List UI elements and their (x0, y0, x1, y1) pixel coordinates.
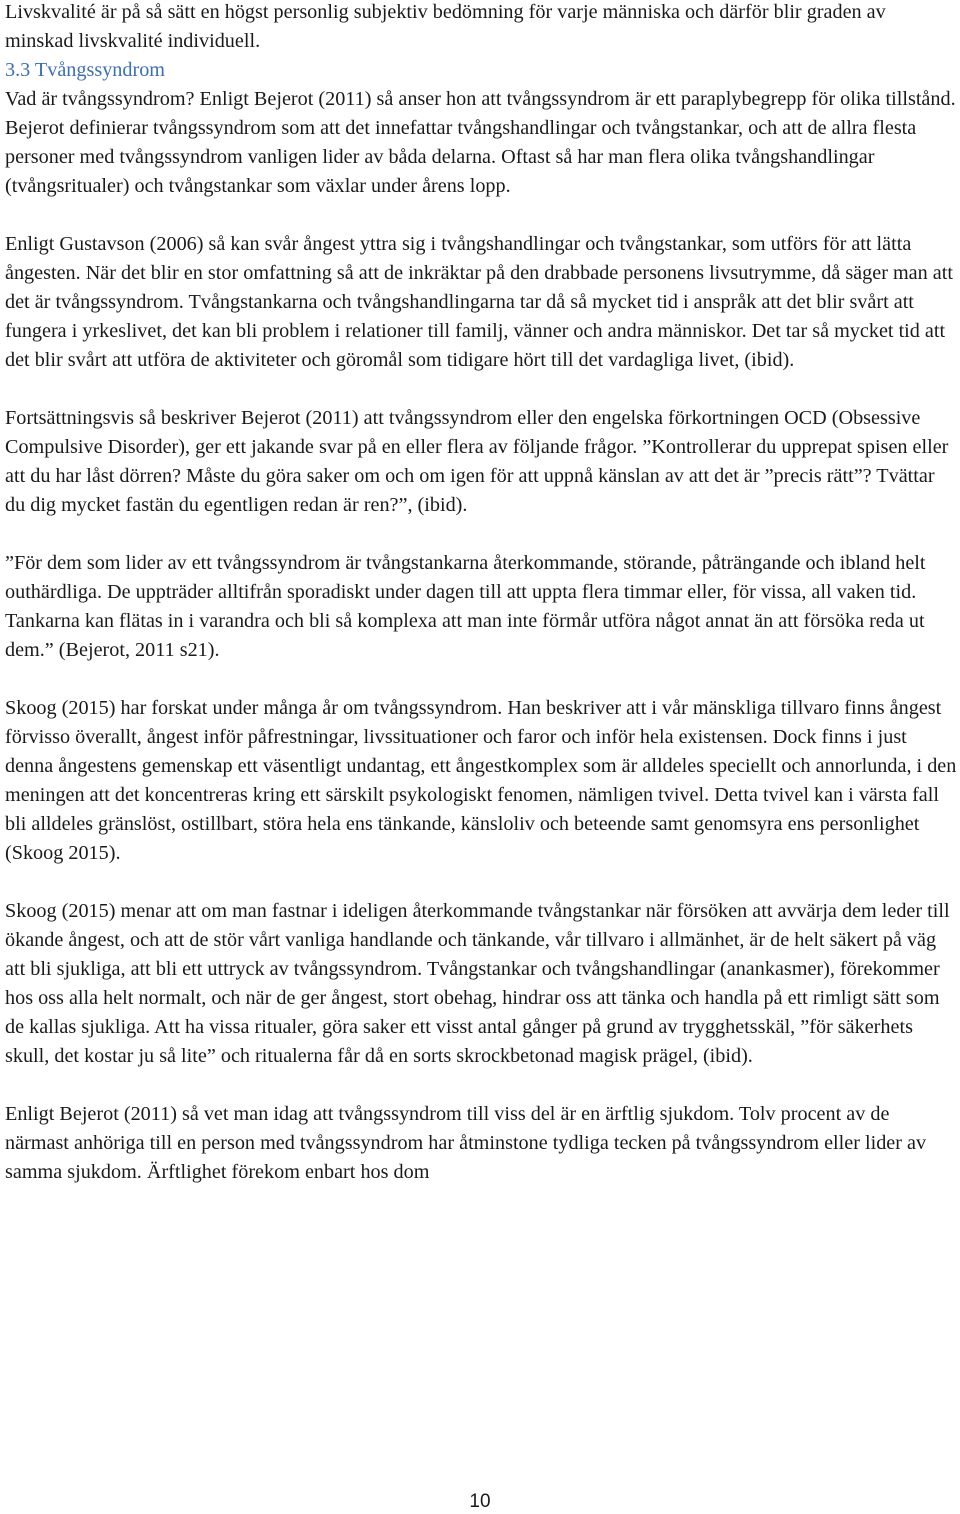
paragraph-6: Skoog (2015) menar att om man fastnar i ideligen återkommande tvångstankar när försöken att avvärja dem leder till ökande ångest, och att de stör vårt vanliga handlande och tänkande, vår tillvaro i allmänhet, är de helt säkert på väg att bli sjukliga, att bli ett uttryck av tvångssyndrom. Tvångstankar och tvångshandlingar (anankasmer), förekommer hos oss alla helt normalt, och när de ger ångest, stort obehag, hindrar oss att tänka och handla på ett rimligt sätt som de kallas sjukliga. Att ha vissa ritualer, göra saker ett visst antal gånger på grund av trygghetsskäl, ”för säkerhets skull, det kostar ju så lite” och ritualerna får då en sorts skrockbetonad magisk prägel, (ibid). (5, 900, 950, 1067)
quote-paragraph: ”För dem som lider av ett tvångssyndrom är tvångstankarna återkommande, störande, påträngande och ibland helt outhärdliga. De uppträder alltifrån sporadiskt under dagen till att uppta flera timmar eller, för vissa, all vaken tid. Tankarna kan flätas in i varandra och bli så komplexa att man inte förmår utföra något annat än att försöka reda ut dem.” (Bejerot, 2011 s21). (5, 552, 926, 661)
paragraph-1: Vad är tvångssyndrom? Enligt Bejerot (2011) så anser hon att tvångssyndrom är ett paraplybegrepp för olika tillstånd. Bejerot definierar tvångssyndrom som att det innefattar tvångshandlingar och tvångstankar, och att de allra flesta personer med tvångssyndrom vanligen lider av båda delarna. Oftast så har man flera olika tvångshandlingar (tvångsritualer) och tvångstankar som växlar under årens lopp. (5, 88, 956, 197)
section-heading: 3.3 Tvångssyndrom (5, 59, 166, 81)
intro-paragraph: Livskvalité är på så sätt en högst personlig subjektiv bedömning för varje människa och därför blir graden av minskad livskvalité individuell. (5, 1, 886, 52)
paragraph-2: Enligt Gustavson (2006) så kan svår ångest yttra sig i tvångshandlingar och tvångstankar, som utförs för att lätta ångesten. När det blir en stor omfattning så att de inkräktar på den drabbade personens livsutrymme, då säger man att det är tvångssyndrom. Tvångstankarna och tvångshandlingarna tar då så mycket tid i anspråk att det blir svårt att fungera i yrkeslivet, det kan bli problem i relationer till familj, vänner och andra människor. Det tar så mycket tid att det blir svårt att utföra de aktiviteter och göromål som tidigare hört till det vardagliga livet, (ibid). (5, 233, 953, 371)
document-page (5, 0, 957, 1187)
paragraph-3: Fortsättningsvis så beskriver Bejerot (2011) att tvångssyndrom eller den engelska förkortningen OCD (Obsessive Compulsive Disorder), ger ett jakande svar på en eller flera av följande frågor. ”Kontrollerar du upprepat spisen eller att du har låst dörren? Måste du göra saker om och om igen för att uppnå känslan av att det är ”precis rätt”? Tvättar du dig mycket fastän du egentligen redan är ren?”, (ibid). (5, 407, 949, 516)
paragraph-7: Enligt Bejerot (2011) så vet man idag att tvångssyndrom till viss del är en ärftlig sjukdom. Tolv procent av de närmast anhöriga till en person med tvångssyndrom har åtminstone tydliga tecken på tvångssyndrom eller lider av samma sjukdom. Ärftlighet förekom enbart hos dom (5, 1103, 927, 1183)
paragraph-5: Skoog (2015) har forskat under många år om tvångssyndrom. Han beskriver att i vår mänskliga tillvaro finns ångest förvisso överallt, ångest inför påfrestningar, livssituationer och faror och inför hela existensen. Dock finns i just denna ångestens gemenskap ett väsentligt undantag, ett ångestkomplex som är alldeles speciellt och annorlunda, i den meningen att det koncentreras kring ett särskilt psykologiskt fenomen, nämligen tvivel. Detta tvivel kan i värsta fall bli alldeles gränslöst, ostillbart, störa hela ens tänkande, känsloliv och beteende samt genomsyra ens personlighet (Skoog 2015). (5, 697, 957, 864)
paragraph-spacer (5, 1071, 957, 1100)
paragraph-spacer (5, 520, 957, 549)
paragraph-spacer (5, 665, 957, 694)
paragraph-spacer (5, 375, 957, 404)
paragraph-spacer (5, 201, 957, 230)
paragraph-spacer (5, 868, 957, 897)
page-number: 10 (469, 1491, 491, 1512)
